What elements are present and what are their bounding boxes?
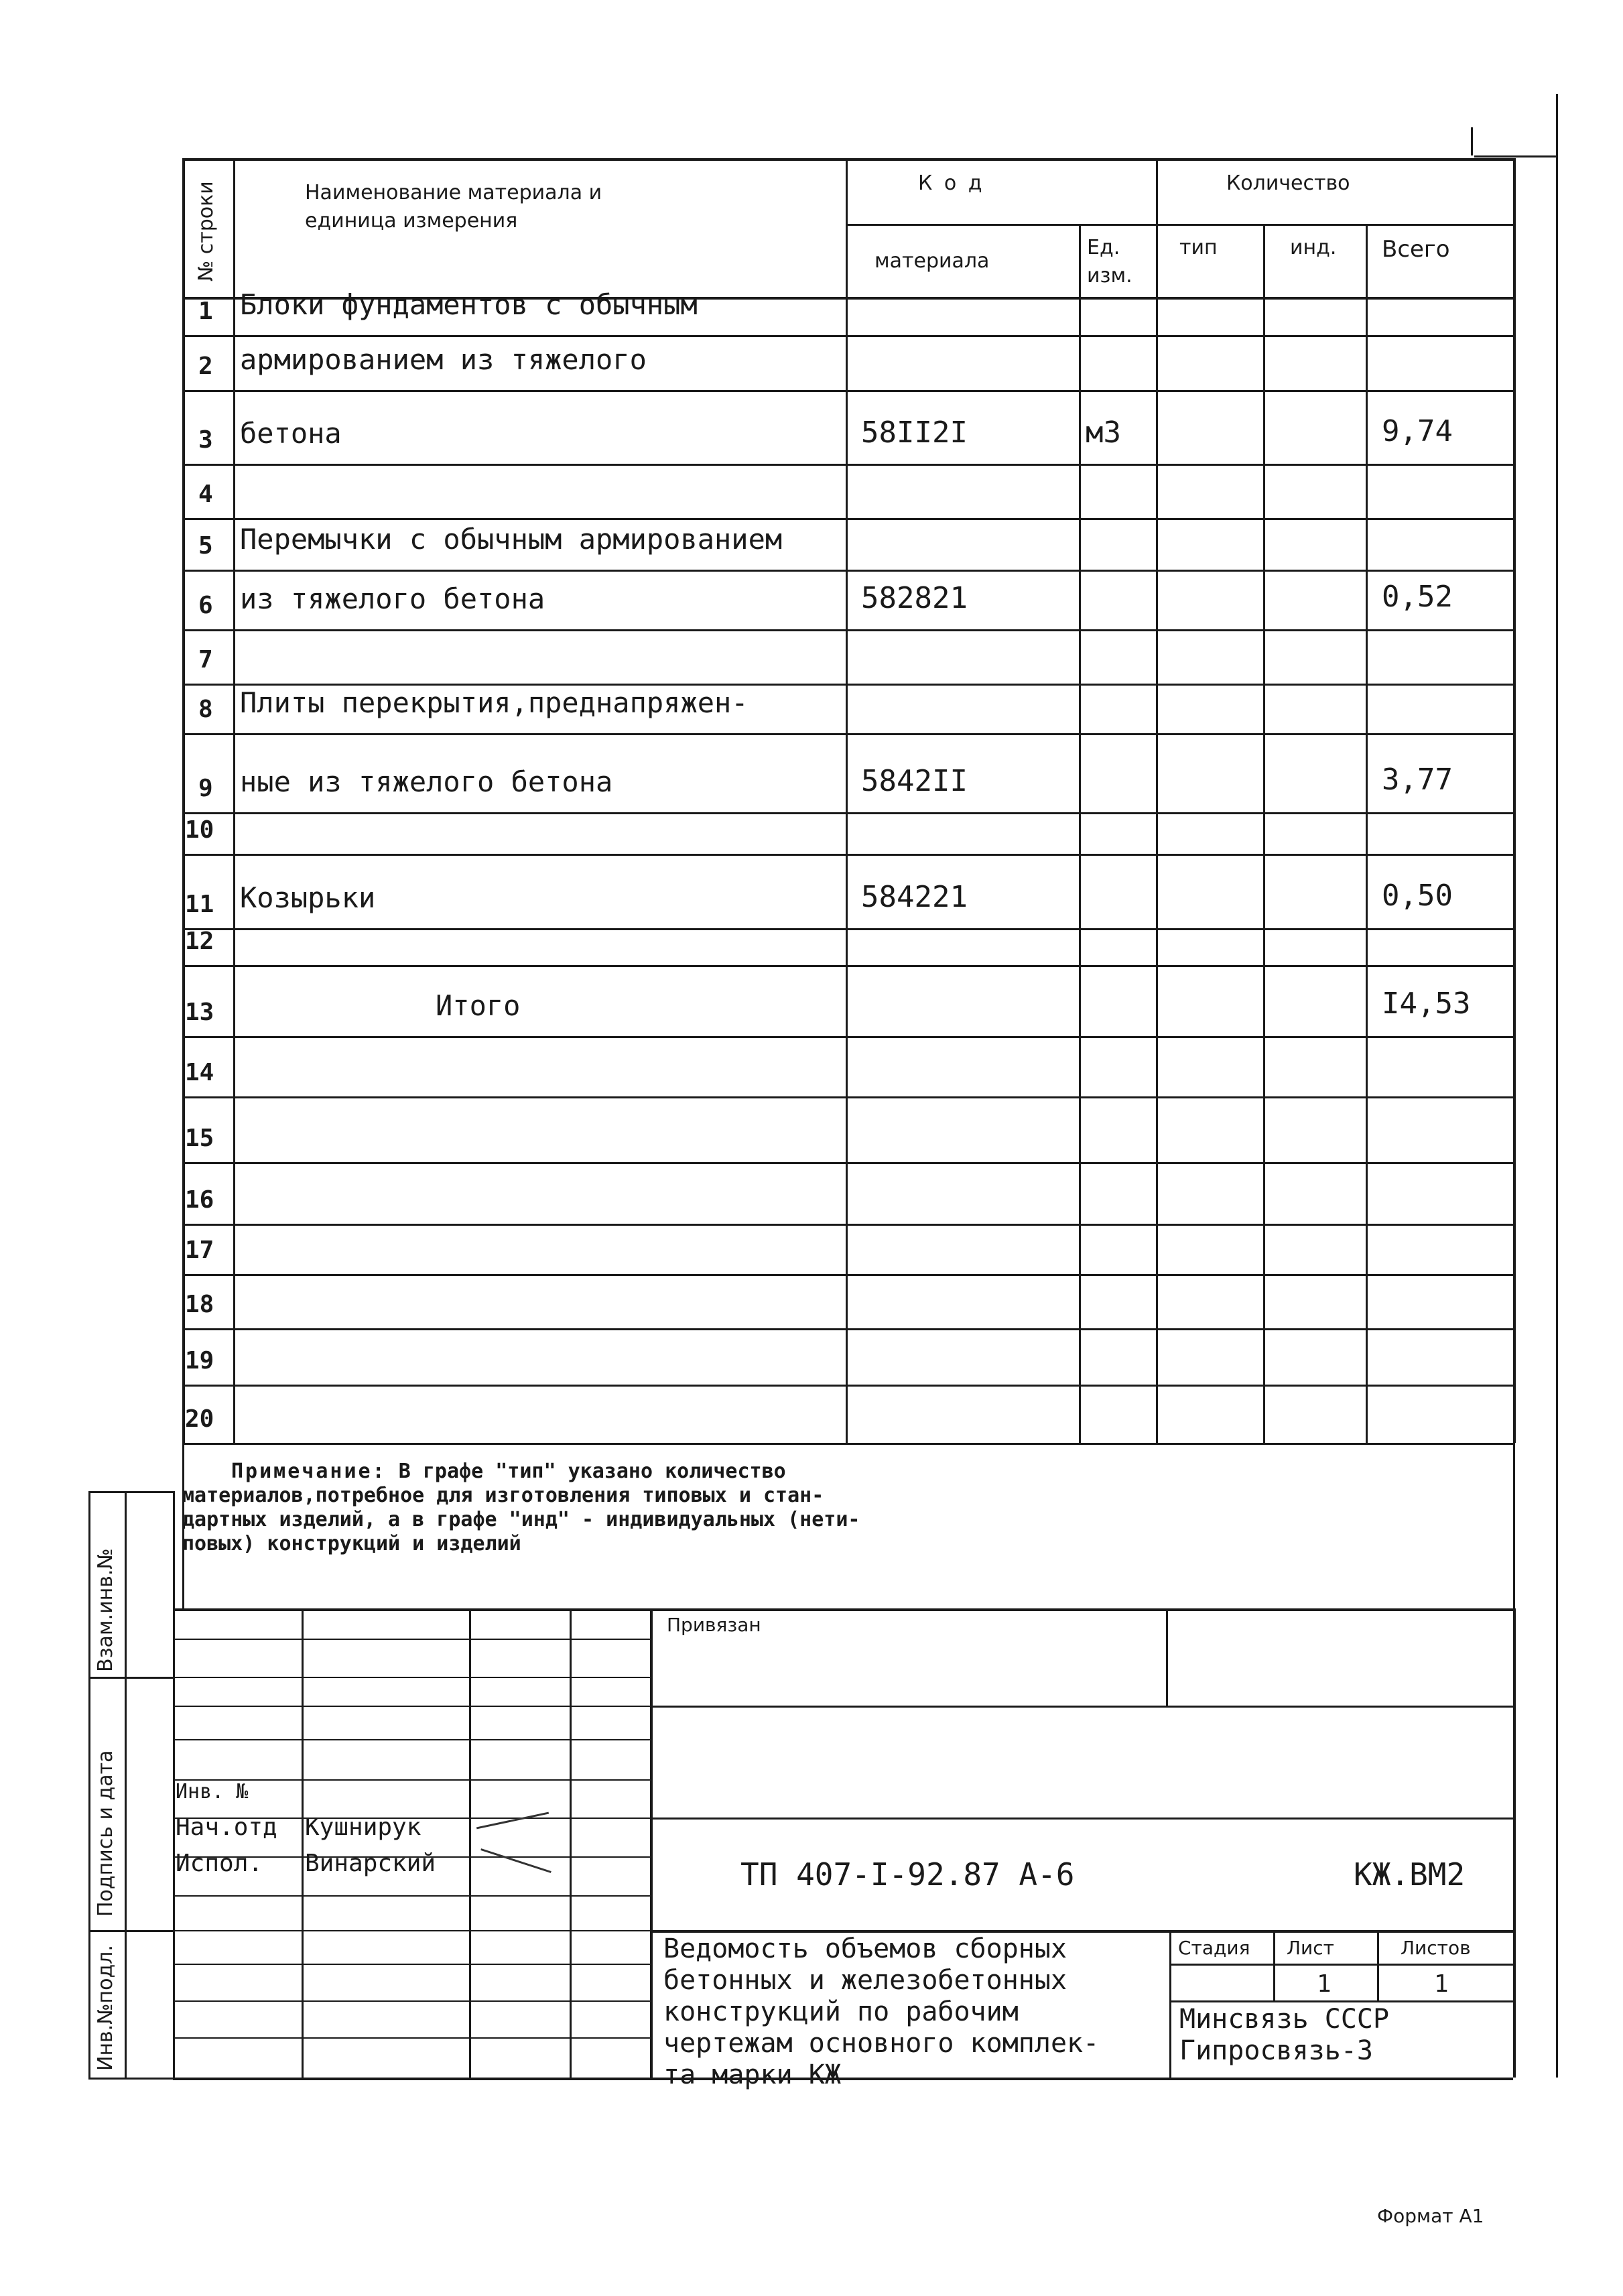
row-number: 5 [198,532,213,560]
row-rule [182,1443,1513,1445]
row-material-code: 5842II [861,764,968,798]
sig-row-rule [173,1930,650,1931]
sig-col-rule [302,1608,304,2078]
row-material-name: ные из тяжелого бетона [240,765,613,798]
row-rule [182,1096,1513,1098]
stage-label: Стадия [1178,1937,1250,1959]
sig-row-rule [173,1895,650,1897]
row-rule [182,812,1513,814]
row-rule [182,1328,1513,1330]
row-material-code: 584221 [861,880,968,914]
stage-block-left [1169,1930,1171,2078]
row-rule [182,390,1513,392]
page-outer-right [1556,94,1558,2078]
row-material-name: Итого [436,989,521,1022]
note-line-2: материалов,потребное для изготовления типовых и стан- [182,1484,824,1507]
row-rule [182,464,1513,466]
row-rule [182,335,1513,337]
row-total-qty: 3,77 [1382,763,1453,797]
header-qty-ind: инд. [1290,236,1337,259]
signature-mark [480,1848,551,1873]
note-line-1 [231,1460,786,1484]
row-number: 7 [198,646,213,674]
table-top-border [182,158,1513,161]
row-number: 10 [185,816,214,844]
side-label-vzam: Взам.инв.№ [94,1548,117,1672]
row-material-code: 582821 [861,581,968,615]
row-rule [182,1162,1513,1164]
row-material-code: 58II2I [861,416,968,450]
org-line-2: Гипросвязь-3 [1179,2035,1373,2066]
row-material-name: Козырьки [240,881,376,914]
side-strip-div2 [88,1930,173,1932]
side-strip-right [173,1491,175,2078]
col-rule-type [1156,158,1158,1443]
header-unit-line2: изм. [1087,264,1132,288]
row-number: 8 [198,696,213,723]
nach-otd-name: Кушнирук [305,1813,421,1841]
row-number: 19 [185,1347,214,1375]
side-strip-div1 [88,1677,173,1679]
org-line-1: Минсвязь СССР [1179,2004,1390,2035]
privyazan-right-rule [1166,1608,1168,1706]
row-number: 15 [185,1125,214,1152]
header-row-no: № строки [194,181,218,281]
description-line: Ведомость объемов сборных [663,1933,1067,1964]
nach-otd-label: Нач.отд [176,1813,277,1841]
title-block-bottom [173,2078,1513,2080]
row-rule [182,965,1513,967]
row-number: 2 [198,353,213,380]
header-unit-line1: Ед. [1087,236,1120,259]
description-line: чертежам основного комплек- [663,2028,1100,2059]
corner-mark [1471,127,1473,155]
row-rule [182,1224,1513,1226]
row-number: 20 [185,1405,214,1433]
header-name-line1: Наименование материала и [305,181,602,204]
row-number: 9 [198,775,213,802]
note-lead: Примечание: [231,1460,387,1483]
sig-row-rule [173,1706,650,1707]
header-qty-type: тип [1179,236,1218,259]
row-material-name: Блоки фундаментов с обычным [240,288,698,321]
code-row-bottom [650,1930,1513,1933]
row-number: 16 [185,1186,214,1214]
row-number: 4 [198,481,213,508]
description-line: бетонных и железобетонных [663,1965,1067,1996]
col-rule-total [1366,224,1368,1443]
sig-row-rule [173,1677,650,1678]
row-number: 6 [198,592,213,619]
side-strip-top [88,1491,173,1493]
row-rule [182,928,1513,930]
title-main-left [650,1608,653,2078]
document-code: ТП 407-I-92.87 А-6 [740,1856,1075,1893]
document-mark: КЖ.ВМ2 [1354,1856,1466,1893]
sheets-label: Листов [1401,1937,1471,1959]
title-block-top [173,1608,1513,1611]
row-material-name: армированием из тяжелого [240,343,647,376]
row-rule [182,518,1513,520]
row-unit-code: м3 [1086,416,1121,450]
ispol-label: Испол. [176,1850,263,1877]
side-strip-bottom [88,2078,173,2080]
row-number: 12 [185,928,214,955]
row-rule [182,733,1513,735]
sig-col-rule [469,1608,471,2078]
row-number: 18 [185,1291,214,1318]
note-line-4: повых) конструкций и изделий [182,1532,521,1555]
sig-col-rule [570,1608,572,2078]
sig-row-rule [173,1964,650,1965]
signature-mark [476,1812,549,1830]
row-rule [182,684,1513,686]
code-row-top [650,1817,1513,1820]
header-code-material: материала [874,249,990,273]
row-total-qty: 0,50 [1382,879,1453,913]
ispol-name: Винарский [305,1850,436,1877]
privyazan-label: Привязан [667,1614,761,1636]
side-label-inv-podl: Инв.№подл. [94,1945,117,2071]
col-rule-ind [1263,224,1265,1443]
row-number: 3 [198,426,213,454]
title-block-right [1513,1608,1516,2078]
row-rule [182,1036,1513,1038]
row-number: 14 [185,1059,214,1086]
side-label-podpis: Подпись и дата [94,1750,117,1917]
sheet-value: 1 [1317,1970,1332,1998]
col-rule-code [846,158,848,1443]
row-total-qty: I4,53 [1382,986,1471,1021]
row-material-name: Плиты перекрытия,преднапряжен- [240,686,749,719]
note-right-rule [1513,1443,1515,1608]
sheet-label: Лист [1287,1937,1334,1959]
row-total-qty: 0,52 [1382,580,1453,614]
row-number: 13 [185,999,214,1026]
description-line: та марки КЖ [663,2059,841,2090]
header-name-line2: единица измерения [305,209,518,233]
format-label: Формат А1 [1377,2205,1484,2227]
row-number: 11 [185,891,214,918]
sig-row-rule [173,1639,650,1640]
inv-no-label: Инв. № [176,1780,249,1803]
col-rule-name [233,158,235,1443]
row-total-qty: 9,74 [1382,414,1453,448]
row-material-name: из тяжелого бетона [240,582,545,615]
row-rule [182,570,1513,572]
side-strip-mid [125,1491,127,2078]
header-mid-rule [846,224,1513,226]
sig-row-rule [173,1739,650,1740]
corner-mark [1474,155,1556,157]
header-qty-total: Всего [1382,236,1450,263]
note-text: В графе "тип" указано количество [386,1460,786,1483]
row-rule [182,629,1513,631]
sheet-col-rule [1377,1930,1379,2000]
row-material-name: Перемычки с обычным армированием [240,523,783,556]
stage-col-rule [1273,1930,1275,2000]
col-rule-unit [1079,224,1081,1443]
page-frame-right [1513,158,1515,1443]
sheets-value: 1 [1434,1970,1449,1998]
row-number: 1 [198,298,213,325]
header-qty: Количество [1226,172,1350,195]
row-material-name: бетона [240,417,342,450]
row-rule [182,854,1513,856]
side-strip-left [88,1491,90,2078]
sig-row-rule [173,2037,650,2039]
header-code: К о д [918,172,985,195]
stage-header-rule [1169,1964,1513,1966]
privyazan-bottom-rule [650,1706,1513,1708]
row-rule [182,1385,1513,1387]
description-line: конструкций по рабочим [663,1996,1019,2027]
row-number: 17 [185,1236,214,1264]
note-line-3: дартных изделий, а в графе "инд" - индивидуальных (нети- [182,1508,860,1531]
row-rule [182,1274,1513,1276]
stage-value-rule [1169,2000,1513,2002]
sig-row-rule [173,2000,650,2002]
